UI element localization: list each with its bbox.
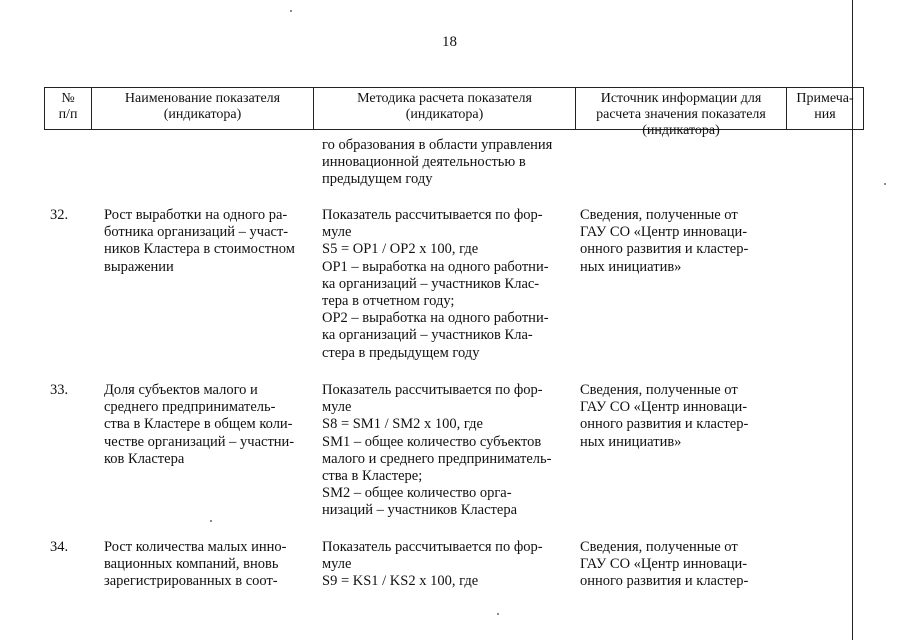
- text-line: Рост количества малых инно-: [104, 539, 287, 555]
- indicator-name-cell: [104, 539, 287, 591]
- source-cell: [580, 539, 748, 591]
- header-note: [787, 91, 863, 123]
- source-cell: [580, 382, 748, 451]
- header-line: ния: [814, 107, 836, 122]
- text-line: S9 = KS1 / KS2 x 100, где: [322, 573, 479, 590]
- text-line: предыдущем году: [322, 171, 433, 188]
- header-line: (индикатора): [405, 107, 484, 122]
- text-line: ка организаций – участников Клас-: [322, 275, 540, 292]
- text-line: инновационной деятельностью в: [322, 154, 526, 171]
- text-line: честве организаций – участни-: [104, 433, 295, 450]
- header-line: (индикатора): [642, 123, 720, 138]
- text-line: Доля субъектов малого и: [104, 382, 258, 398]
- scan-speck: [497, 613, 499, 615]
- header-line: №: [61, 91, 75, 106]
- text-line: зарегистрированных в соот-: [104, 573, 278, 590]
- text-line: OP1 – выработка на одного работни-: [322, 258, 549, 275]
- text-line: ства в Кластере в общем коли-: [104, 416, 293, 433]
- text-line: го образования в области управления: [322, 137, 553, 153]
- text-line: муле: [322, 399, 352, 416]
- text-line: Рост выработки на одного ра-: [104, 207, 288, 223]
- text-line: муле: [322, 224, 352, 241]
- scan-speck: [290, 10, 292, 12]
- text-line: Сведения, полученные от: [580, 207, 738, 223]
- text-line: ных инициатив»: [580, 258, 682, 275]
- header-num: [45, 91, 91, 123]
- method-cell: [322, 539, 543, 591]
- text-line: ботника организаций – участ-: [104, 224, 289, 241]
- text-line: ГАУ СО «Центр инновaци-: [580, 399, 748, 416]
- scan-speck: [210, 520, 212, 522]
- method-cell: [322, 137, 552, 189]
- header-line: Наименование показателя: [124, 91, 281, 106]
- header-line: расчета значения показателя: [596, 107, 766, 122]
- text-line: вационных компаний, вновь: [104, 556, 279, 573]
- text-line: Показатель рассчитывается по фор-: [322, 539, 543, 555]
- text-line: Сведения, полученные от: [580, 382, 738, 398]
- text-line: онного развития и кластер-: [580, 241, 749, 258]
- header-method: [314, 91, 575, 123]
- text-line: стера в предыдущем году: [322, 344, 480, 361]
- header-line: Методика расчета показателя: [357, 91, 532, 106]
- text-line: SM2 – общее количество орга-: [322, 485, 512, 502]
- text-line: OP2 – выработка на одного работни-: [322, 310, 549, 327]
- header-name: [92, 91, 313, 123]
- scan-speck: [884, 183, 886, 185]
- text-line: Показатель рассчитывается по фор-: [322, 207, 543, 223]
- method-cell: [322, 382, 551, 520]
- text-line: онного развития и кластер-: [580, 416, 749, 433]
- method-cell: [322, 207, 549, 362]
- text-line: ников Кластера в стоимостном: [104, 241, 295, 258]
- text-line: Показатель рассчитывается по фор-: [322, 382, 543, 398]
- text-line: ГАУ СО «Центр инновaци-: [580, 556, 748, 573]
- indicator-name-cell: [104, 382, 294, 468]
- text-line: выражении: [104, 258, 174, 275]
- text-line: SM1 – общее количество субъектов: [322, 433, 542, 450]
- text-line: ства в Кластере;: [322, 468, 423, 485]
- text-line: низаций – участников Кластера: [322, 502, 517, 519]
- header-line: Источник информации для: [600, 91, 762, 106]
- text-line: ГАУ СО «Центр инновaци-: [580, 224, 748, 241]
- row-number: 34.: [50, 539, 69, 555]
- text-line: онного развития и кластер-: [580, 573, 749, 590]
- text-line: ков Кластера: [104, 450, 185, 467]
- text-line: среднего предприниматель-: [104, 399, 276, 416]
- col-divider: [863, 87, 864, 130]
- header-top-border: [44, 87, 864, 88]
- text-line: S5 = OP1 / OP2 x 100, где: [322, 241, 479, 258]
- row-number: 33.: [50, 382, 69, 398]
- header-line: Примеча-: [796, 91, 854, 106]
- indicator-name-cell: [104, 207, 295, 276]
- source-cell: [580, 207, 748, 276]
- text-line: тера в отчетном году;: [322, 293, 455, 310]
- text-line: малого и среднего предприниматель-: [322, 450, 552, 467]
- row-number: 32.: [50, 207, 69, 223]
- page-number: 18: [442, 34, 457, 50]
- header-source: [576, 91, 786, 139]
- header-line: п/п: [58, 107, 78, 122]
- text-line: Сведения, полученные от: [580, 539, 738, 555]
- text-line: ных инициатив»: [580, 433, 682, 450]
- text-line: ка организаций – участников Кла-: [322, 327, 533, 344]
- header-line: (индикатора): [163, 107, 242, 122]
- text-line: муле: [322, 556, 352, 573]
- text-line: S8 = SM1 / SM2 x 100, где: [322, 416, 483, 433]
